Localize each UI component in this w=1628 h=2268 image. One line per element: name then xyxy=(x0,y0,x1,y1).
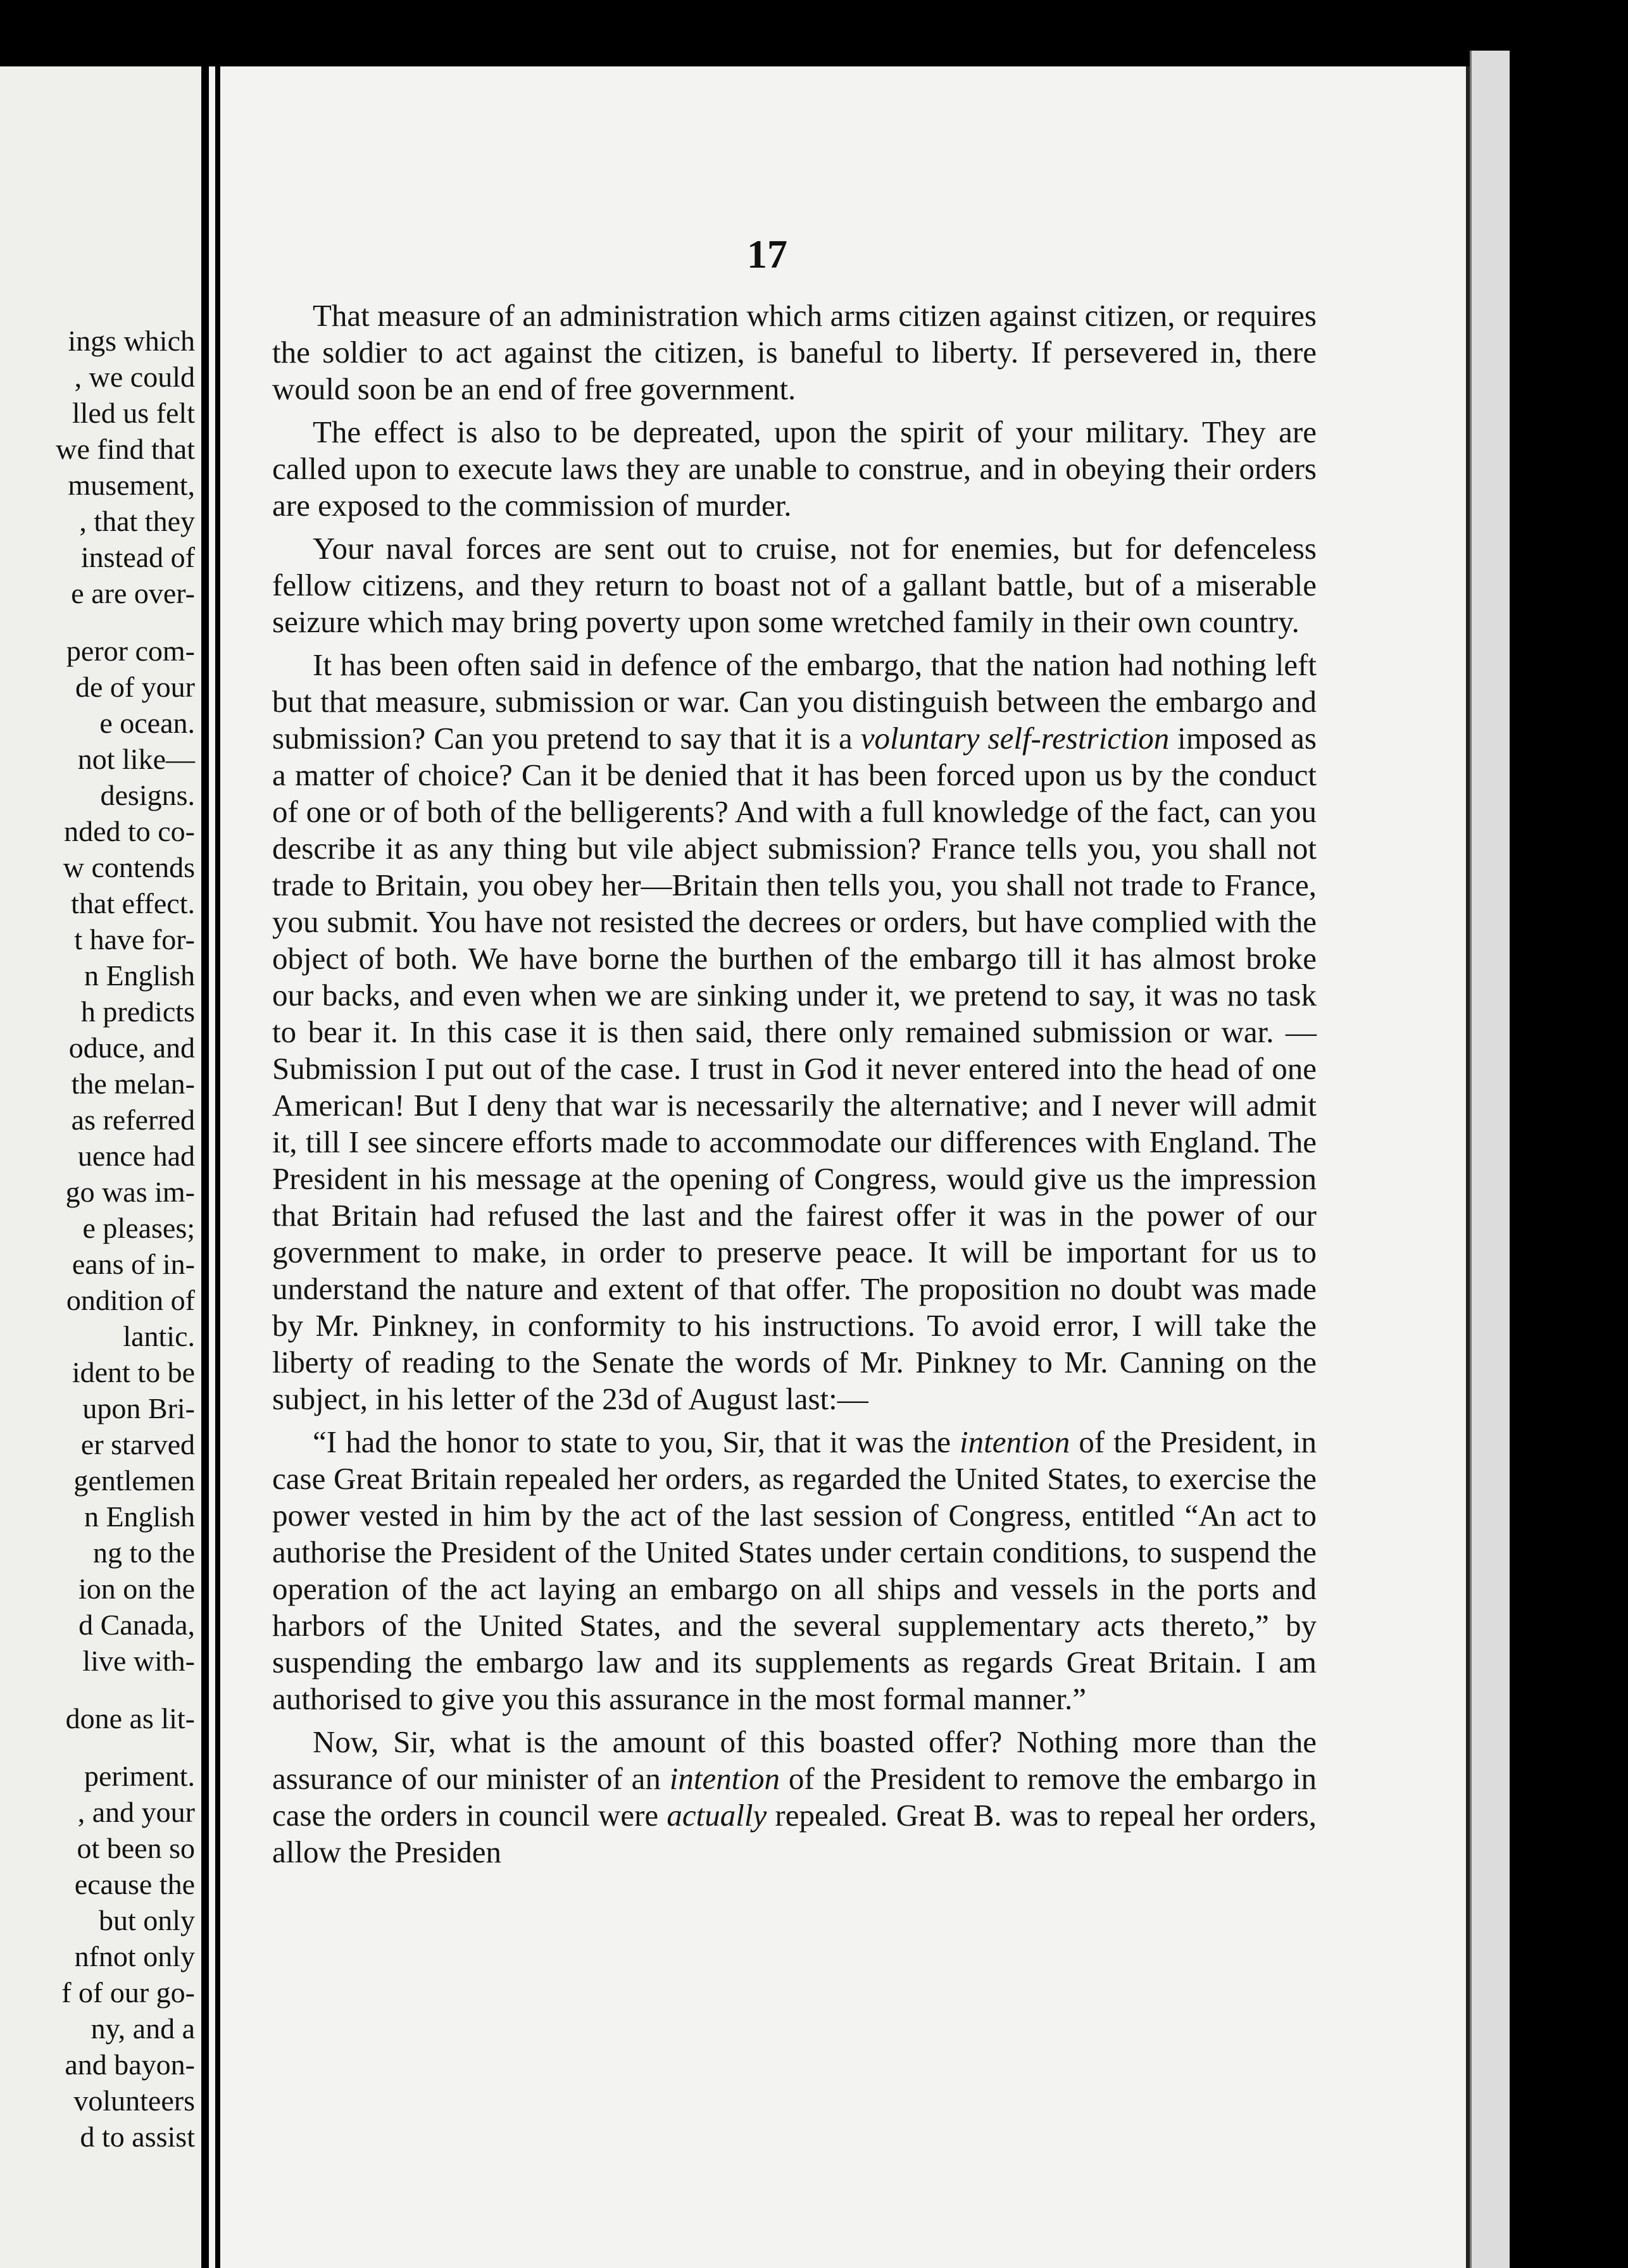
left-column-line: ecause the xyxy=(74,1868,195,1900)
left-column-line: periment. xyxy=(84,1760,195,1792)
left-column-line: volunteers xyxy=(73,2084,195,2117)
left-column-line: e pleases; xyxy=(82,1212,195,1244)
page-edge xyxy=(1470,51,1510,2268)
left-column-line: n English xyxy=(84,959,195,992)
left-column-line: but only xyxy=(98,1904,195,1936)
quotation: “I had the honor to state to you, Sir, that it was the intention of the President, in case Great Britain repealed her orders, as regarded the United States, to exercise the power vested in him by the act of the last session of Congress, entitled “An act to authorise the President of the United States under certain conditions, to suspend the operation of the act laying an embargo on all ships and vessels in the ports and harbors of the United States, and the several supplementary acts thereto,” by suspending the embargo law and its supplements as regards Great Britain. I am authorised to give you this assurance in the most formal manner.” xyxy=(272,1424,1317,1716)
left-column-line: as referred xyxy=(71,1104,195,1136)
paragraph: That measure of an administration which arms citizen against citizen, or requires the soldier to act against the citizen, is baneful to liberty. If persevered in, there would soon be an end of free government. xyxy=(272,298,1317,406)
left-column-line: that effect. xyxy=(71,887,195,919)
left-column-line: , we could xyxy=(74,361,195,393)
left-column-line: d to assist xyxy=(80,2121,195,2153)
left-column-line: nfnot only xyxy=(74,1940,195,1972)
left-column-line: ot been so xyxy=(77,1832,195,1864)
left-column-line: peror com- xyxy=(66,635,195,667)
left-page xyxy=(0,66,201,2268)
paragraph: The effect is also to be depreated, upon the spirit of your military. They are called upon to execute laws they are unable to construe, and in obeying their orders are exposed to the commission of murder. xyxy=(272,414,1317,523)
left-column-line: t have for- xyxy=(74,923,195,956)
left-column-line: ion on the xyxy=(78,1573,195,1605)
left-column-fragments xyxy=(56,323,195,2155)
left-column-line: , that they xyxy=(79,505,195,537)
left-column-line: and bayon- xyxy=(65,2048,195,2081)
left-column-line: de of your xyxy=(75,671,195,703)
left-column-line: not like— xyxy=(77,743,195,775)
left-column-line: the melan- xyxy=(71,1068,195,1100)
left-column-line: , and your xyxy=(77,1796,195,1828)
left-column-line: designs. xyxy=(100,779,195,811)
left-column-line: d Canada, xyxy=(78,1609,195,1641)
left-column-line: instead of xyxy=(80,541,195,573)
left-column-line: e are over- xyxy=(71,577,195,609)
left-column-line: we find that xyxy=(56,433,195,465)
left-column-line: go was im- xyxy=(65,1176,195,1208)
left-column-line: lled us felt xyxy=(72,397,195,429)
left-column-line: upon Bri- xyxy=(82,1392,195,1424)
left-column-line: live with- xyxy=(82,1645,195,1677)
left-column-line: lantic. xyxy=(123,1320,195,1352)
left-column-line xyxy=(56,1736,195,1758)
left-column-line: done as lit- xyxy=(65,1702,195,1735)
paragraph: It has been often said in defence of the embargo, that the nation had nothing left but that measure, submission or war. Can you distinguish between the embargo and submission? Can you pretend to say that it is a voluntary self-restriction imposed as a matter of choice? Can it be denied that it has been forced upon us by the conduct of one or of both of the belligerents? And with a full knowledge of the fact, can you describe it as any thing but vile abject submission? France tells you, you shall not trade to Britain, you obey her—Britain then tells you, you shall not trade to France, you submit. You have not resisted the decrees or orders, but have complied with the object of both. We have borne the burthen of the embargo till it has almost broke our backs, and even when we are sinking under it, we pretend to say, it was no task to bear it. In this case it is then said, there only remained submission or war. —Submission I put out of the case. I trust in God it never entered into the head of one American! But I deny that war is necessarily the alternative; and I never will admit it, till I see sincere efforts made to accommodate our differences with England. The President in his message at the opening of Congress, would give us the impression that Britain had refused the last and the fairest offer it was in the power of our government to make, in order to preserve peace. It will be important for us to understand the nature and extent of that offer. The proposition no doubt was made by Mr. Pinkney, in conformity to his instructions. To avoid error, I will take the liberty of reading to the Senate the words of Mr. Pinkney to Mr. Canning on the subject, in his letter of the 23d of August last:— xyxy=(272,647,1317,1416)
left-column-line: e ocean. xyxy=(99,707,195,739)
paragraph: Your naval forces are sent out to cruise, not for enemies, but for defenceless fellow citizens, and they return to boast not of a gallant battle, but of a miserable seizure which may bring poverty upon some wretched family in their own country. xyxy=(272,531,1317,639)
left-column-line: ings which xyxy=(68,325,195,357)
left-column-line: oduce, and xyxy=(68,1031,195,1064)
left-column-line: eans of in- xyxy=(72,1248,195,1280)
left-column-line: h predicts xyxy=(80,995,195,1028)
left-column-line: ny, and a xyxy=(91,2012,195,2045)
left-column-line: w contends xyxy=(63,851,195,883)
left-column-line: ondition of xyxy=(66,1284,195,1316)
left-column-line: n English xyxy=(84,1500,195,1533)
left-column-line: ng to the xyxy=(93,1536,195,1569)
left-column-line: gentlemen xyxy=(73,1464,195,1497)
left-column-line xyxy=(56,1679,195,1700)
left-column-line: er starved xyxy=(80,1428,195,1461)
page-number: 17 xyxy=(747,232,787,277)
left-column-line xyxy=(56,611,195,633)
left-column-line: uence had xyxy=(77,1140,195,1172)
left-column-line: musement, xyxy=(68,469,195,501)
left-column-line: nded to co- xyxy=(64,815,195,847)
paragraph: Now, Sir, what is the amount of this boasted offer? Nothing more than the assurance of our minister of an intention of the President to remove the embargo in case the orders in council were actually repealed. Great B. was to repeal her orders, allow the Presiden xyxy=(272,1724,1317,1869)
left-column-line: f of our go- xyxy=(61,1976,195,2009)
body-text xyxy=(272,297,1317,1877)
left-column-line: ident to be xyxy=(72,1356,195,1388)
